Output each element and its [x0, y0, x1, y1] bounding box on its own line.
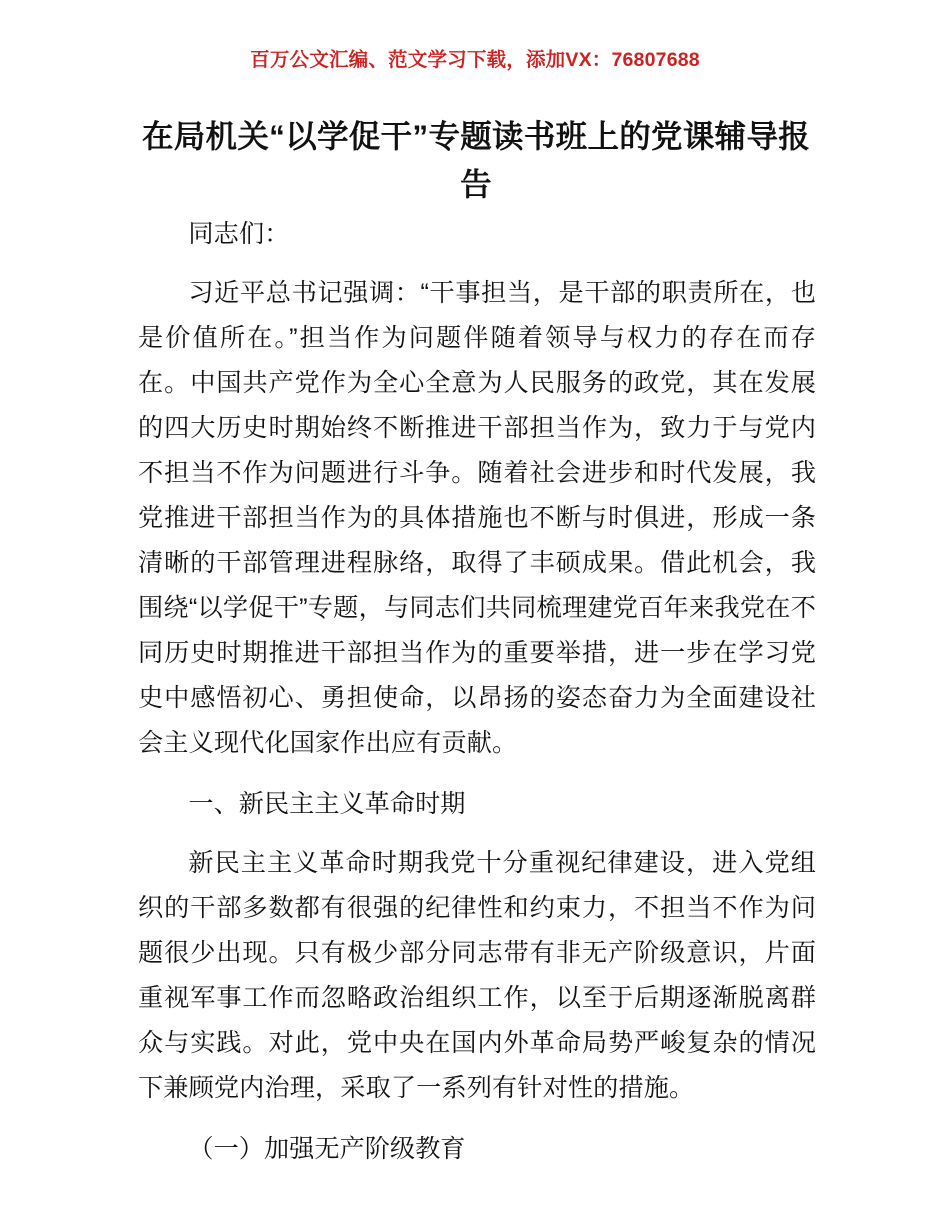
salutation: 同志们： [188, 220, 290, 248]
paragraph-opening: 习近平总书记强调：“干事担当，是干部的职责所在，也是价值所在。”担当作为问题伴随着领导与权力的存在而存在。中国共产党作为全心全意为人民服务的政党，其在发展的四大历史时期始终不断推进干部担当作为，致力于与党内不担当不作为问题进行斗争。随着社会进步和时代发展，我党推进干部担当作为的具体措施也不断与时俱进，形成一条清晰的干部管理进程脉络，取得了丰硕成果。借此机会，我围绕“以学促干”专题，与同志们共同梳理建党百年来我党在不同历史时期推进干部担当作为的重要举措，进一步在学习党史中感悟初心、勇担使命，以昂扬的姿态奋力为全面建设社会主义现代化国家作出应有贡献。 [138, 279, 816, 757]
spacer [138, 827, 816, 841]
spacer [138, 766, 816, 782]
promo-header-text: 百万公文汇编、范文学习下载，添加VX：76807688 [250, 49, 700, 71]
page-title: 在局机关“以学促干”专题读书班上的党课辅导报告 [141, 118, 811, 202]
document-body [138, 212, 816, 1172]
paragraph-section-1: 新民主主义革命时期我党十分重视纪律建设，进入党组织的干部多数都有很强的纪律性和约束力，不担当不作为问题很少出现。只有极少部分同志带有非无产阶级意识，片面重视军事工作而忽略政治组织工作，以至于后期逐渐脱离群众与实践。对此，党中央在国内外革命局势严峻复杂的情况下兼顾党内治理，采取了一系列有针对性的措施。 [138, 849, 816, 1102]
spacer [138, 257, 816, 271]
spacer [138, 1111, 816, 1127]
section-heading-1: 一、新民主主义革命时期 [188, 790, 466, 818]
subsection-heading-1-1: （一）加强无产阶级教育 [188, 1135, 466, 1163]
